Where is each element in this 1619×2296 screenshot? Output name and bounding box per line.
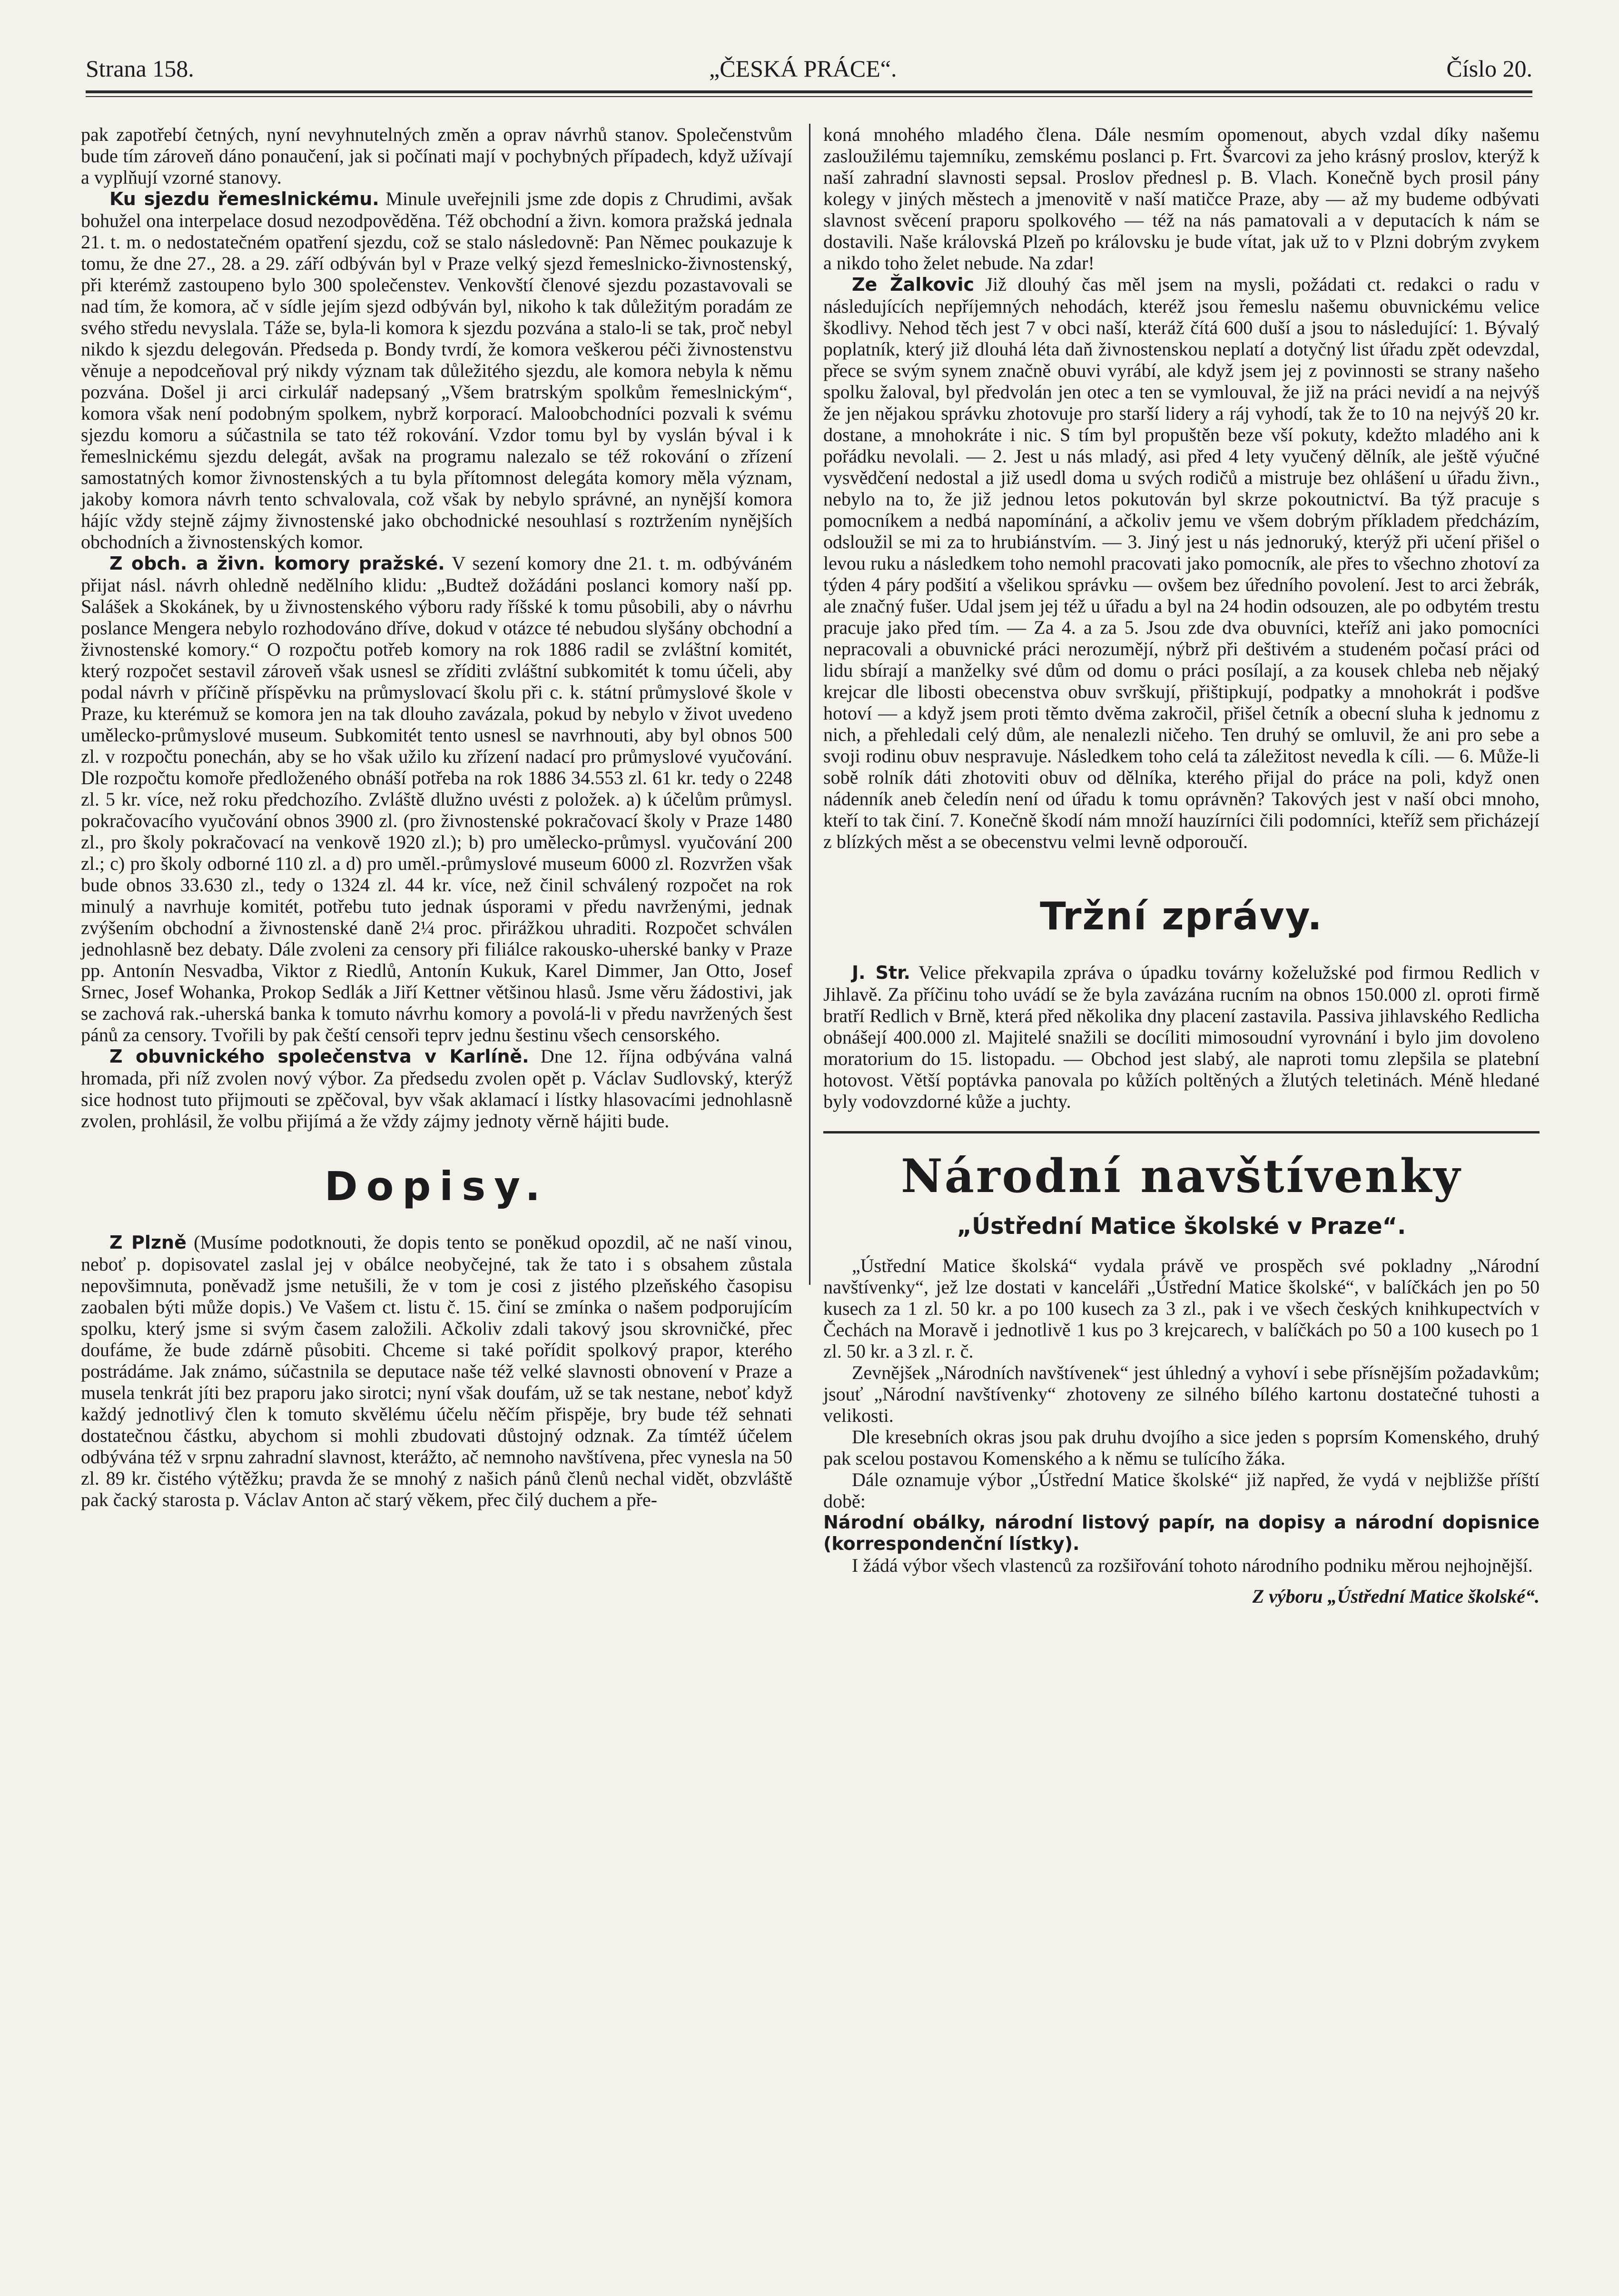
ad-title: Národní navštívenky [901,1149,1462,1203]
ad-paragraph: Zevnějšek „Národních navštívenek“ jest úhledný a vyhoví i sebe přísnějším požadavkům; jsouť „Národní navštívenky“ zhotoveny ze silného bílého kartonu dostatečné tuhosti a velikosti. [823,1362,1540,1426]
article-heading: Z obuvnického společenstva v Karlíně. [109,1046,529,1067]
article-heading: J. Str. [852,962,910,983]
article-heading: Ze Žalkovic [852,274,974,295]
ad-product-list: Národní obálky, národní listový papír, na dopisy a národní dopisnice (korrespondenční lístky). [823,1512,1540,1554]
page-number: Strana 158. [86,55,194,82]
header-rule-thin [86,96,1532,97]
ad-signature: Z výboru „Ústřední Matice školské“. [1252,1586,1540,1607]
header-rule-thick [86,90,1532,93]
article-heading: Z Plzně [109,1232,187,1253]
article-body: Minule uveřejnili jsme zde dopis z Chrudimi, avšak bohužel ona interpelace dosud nezodpověděna. Též obchodní a živn. komora pražská jednala 21. t. m. o nedostatečném opatření sjezdu, což se stalo následovně: Pan Němec poukazuje k tomu, že dne 27., 28. a 29. září odbýván byl v Praze velký sjezd řemeslnicko-živnostenský, při kterémž zastoupeno bylo 300 společenstev. Venkovští členové sjezdu pozastavovali se nad tím, že komora, ač v sídle jejím sjezd odbýván byl, nikoho k tak důležitým poradám ze svého středu nevyslala. Táže se, byla-li komora k sjezdu pozvána a stalo-li se tak, proč nebyl nikdo k sjezdu delegován. Předseda p. Bondy tvrdí, že komora veškerou péči živnostenstvu věnuje a nepodceňoval prý nikdy význam tak důležitého sjezdu, ale komora nebyla k němu pozvána. Došel ji arci cirkulář nadepsaný „Všem bratrským spolkům řemeslnickým“, komora však není podobným spolkem, nybrž korporací. Maloobchodníci pozvali k svému sjezdu komoru a súčastnila se tato též rokování. Vzdor tomu byl by vyslán býval i k řemeslnickému sjezdu delegát, avšak na programu nalezalo se též rokování o zřízení samostatných komor živnostenských a tu byla přítomnost delegáta komory měla význam, jakoby komora návrh tento schvalovala, což však by nebylo správné, an nynější komora hájíc vždy stejně zájmy živnostenské jako obchodnické nesouhlasí s roztržením nynějších obchodních a živnostenských komor. [81,188,792,552]
article-shoemakers-karlin [81,1045,792,1132]
article-market-report [823,962,1540,1112]
article-body: (Musíme podotknouti, že dopis tento se poněkud opozdil, ač ne naší vinou, neboť p. dopisovatel zaslal jej v obálce neobyčejné, tak že tato i s obsahem zůstala nepovšimnuta, poněvadž jsme netušili, že v tom je cosi z jistého plzeňského časopisu zaobalen býti může dopis.) Ve Vašem ct. listu č. 15. činí se zmínka o našem podporujícím spolku, který jsme si svým časem založili. Ačkoliv zdali takový jsou skrovničké, přec doufáme, že bude zdárně působiti. Chceme si také pořídit spolkový prapor, kterého postrádáme. Jak známo, súčastnila se deputace naše též velké slavnosti obnovení v Praze a musela tenkrát jíti bez praporu jako sirotci; nyní však doufám, už se tak nestane, neboť když každý jednotlivý člen k tomuto skvělému účelu něčím přispěje, bry bude též sehnati dostatečnou částku, abychom si mohli zbudovati důstojný odznak. Za tímtéž účelem odbývána též v srpnu zahradní slavnost, kterážto, ač nemnoho navštívena, přec vynesla na 50 zl. 89 kr. čistého výtěžku; pravda že se mnohý z našich pánů členů nechal vidět, obzvláště pak čacký starosta p. Václav Anton ač starý věkem, přec čilý duchem a pře- [81,1232,792,1510]
article-heading: Z obch. a živn. komory pražské. [109,553,445,574]
page-header [86,50,1532,88]
article-body: V sezení komory dne 21. t. m. odbýváném přijat násl. návrh ohledně nedělního klidu: „Budtež dožádáni poslanci komory naší pp. Salášek a Skokánek, by u živnostenského výboru rady říšské k tomu působili, aby o návrhu poslance Mengera nebylo rozhodováno dříve, dokud v otázce té nebudou slyšány obchodní a živnostenské komory.“ O rozpočtu potřeb komory na rok 1886 radil se zvláštní komitét, který rozpočet sestavil zároveň však usnesl se zříditi zvláštní subkomitét k tomu účeli, aby podal návrh v příčině příspěvku na průmyslovací školu při c. k. státní průmyslové škole v Praze, ku kterémuž se komora jen na tak dlouho zavázala, pokud by nebylo v život uvedeno umělecko-průmyslové museum. Subkomitét tento usnesl se navrhnouti, aby byl obnos 500 zl. v rozpočtu ponechán, aby se ho však užilo ku zřízení nadací pro průmyslové vyučování. Dle rozpočtu komoře předloženého obnáší potřeba na rok 1886 34.553 zl. 61 kr. tedy o 2248 zl. 5 kr. více, než roku předchozího. Zvláště dlužno uvésti z položek. a) k účelům průmysl. pokračovacího vyučování obnos 3900 zl. (pro živnostenské pokračovací školy v Praze 1480 zl., pro školy pokračovací na venkově 1920 zl.); b) pro umělecko-průmysl. vyučování 200 zl.; c) pro školy odborné 110 zl. a d) pro uměl.-průmyslové museum 6000 zl. Rozvržen však bude obnos 33.630 zl., tedy o 1324 zl. 44 kr. více, než činil schválený rozpočet na rok minulý a navrhuje komitét, potřebu tuto jednak úsporami v předu navrženými, jednak zvýšením obchodní a živnostenské daně 2¼ proc. přirážkou uhraditi. Rozpočet schválen jednohlasně bez debaty. Dále zvoleni za censory při filiálce rakousko-uherské banky v Praze pp. Antonín Nesvadba, Viktor z Riedlů, Antonín Kukuk, Karel Dimmer, Jan Otto, Josef Srnec, Josef Wohanka, Prokop Sedlák a Jiří Kettner většinou hlasů. Jsme věru žádostivi, jak se zachová rak.-uherská banka k tomuto návrhu komory a povolá-li v předu navržených šest pánů za censory. Tvořili by pak čeští censoři teprv jednu šestinu všech censorského. [81,552,793,1045]
ad-paragraph: Dále oznamuje výbor „Ústřední Matice školské“ již napřed, že vydá v nejbližše příští době: [823,1469,1540,1512]
article-chamber-prague [81,552,792,1045]
ad-subtitle: „Ústřední Matice školské v Praze“. [957,1213,1406,1240]
ad-paragraph: I žádá výbor všech vlastenců za rozšiřování tohoto národního podniku měrou nejhojnější. [852,1555,1533,1576]
column-divider [809,124,810,1285]
left-column [81,124,792,1510]
article-body: Velice překvapila zpráva o úpadku továrny koželužské pod firmou Redlich v Jihlavě. Za příčinu toho uvádí se že byla zavázána rucním na obnos 150.000 zl. oproti firmě bratří Redlich v Brně, která před několika dny placení zastavila. Passiva jihlavského Redlicha obnášejí 400.000 zl. Majitelé snažili se docíliti mimosoudní vyrovnání i bylo jim dovoleno moratorium do 15. listopadu. — Obchod jest slabý, ale naproti tomu zlepšila se platební hotovost. Větší poptávka panovala po kůžích poltěných a žlutých teletinách. Méně hledané byly vodovzdorné kůže a juchty. [823,962,1540,1112]
article-zalkovice [823,274,1540,852]
section-title-market: Tržní zprávy. [1040,894,1323,938]
newspaper-title: „ČESKÁ PRÁCE“. [709,55,897,82]
article-body: Již dlouhý čas měl jsem na mysli, požádati ct. redakci o radu v následujících nepříjemných nehodách, kteréž jsou řemeslu našemu obuvnickému velice škodlivy. Nehod těch jest 7 v obci naší, kteráž čítá 600 duší a jsou to následující: 1. Bývalý poplatník, který již dlouhá léta daň živnostenskou neplatí a dotyčný list úřadu zpět odevzdal, přece se svým synem značně obuvi vyrábí, ale když jsem jej z povinnosti se strany našeho spolku žaloval, byl předvolán jen otec a ten se vymlouval, že již na práci nevidí a na nejvýš že jen nějakou správku zhotovuje pro starší lidery a ráj vyhodí, tak že to 10 na nejvýš 20 kr. dostane, a mnohokráte i nic. S tím byl propuštěn beze vší pokuty, kdežto mladého ani k pořádku nevolali. — 2. Jest u nás mladý, asi před 4 lety vyučený dělník, ale ještě výučné vysvědčení nedostal a již usedl doma u svých rodičů a mistruje bez ohlášení u úřadu živn., nebylo na to, že již jednou letos pokutován byl skrze pokoutnictví. Ba týž pracuje s pomocníkem a nedbá napomínání, a ačkoliv jemu ve všem dobrým příkladem předcházím, odsloužil se mi za to hrubiánstvím. — 3. Jiný jest u nás jednoruký, kterýž při učení přišel o levou ruku a následkem toho nemohl pracovati jako pomocník, ale přes to všechno zhotoví za týden 4 páry podšití a všelikou správku — ovšem bez úředního povolení. Jest to arci žebrák, ale značný fušer. Udal jsem jej též u úřadu a byl na 24 hodin odsouzen, ale po odbytém trestu pracuje jako před tím. — Za 4. a za 5. Jsou zde dva obuvníci, kteříž ani jako pomocníci nepracovali a obuvnické práci nerozumějí, nýbrž při deštivém a studeném počasí práci od lidu sbírají a manželky své dům od domu o práci posílají, a za kousek chleba neb nějaký krejcar dle libosti obecenstva obuv svrškují, přištipkují, podpatky a mnohokrát i podšve hotoví — a když jsem proti těmto dvěma zakročil, přišel četník a obecní sluha k jednomu z nich, a přehledali celý dům, ale nenalezli ničeho. Ten druhý se omluvil, že ani pro sebe a svoji rodinu obuv nespravuje. Následkem toho celá ta záležitost nevedla k cíli. — 6. Může-li sobě rolník dáti zhotoviti obuv od dělníka, kterého přijal do práce na poli, když onen nádenník aneb čeledín není od úřadu k tomu oprávněn? Takových jest v naší obci mnoho, kteří to tak činí. 7. Konečně škodí nám množí hauzírníci čili podomníci, kteříž sem přicházejí z blízkých měst a se obecenstvu velmi levně odporoučí. [823,274,1540,852]
ad-paragraph: „Ústřední Matice školská“ vydala právě ve prospěch své pokladny „Národní navštívenky“, jež lze dostati v kanceláři „Ústřední Matice školské“, v balíčkách jen po 50 kusech za 1 zl. 50 kr. a po 100 kusech za 3 zl., pak i ve všech českých knihkupectvích v Čechách na Moravě i jednotlivě 1 kus po 3 krejcarech, v balíčkách po 50 a 100 kusech po 1 zl. 50 kr. a 3 zl. r. č. [823,1255,1540,1362]
section-title-letters: Dopisy. [324,1163,549,1210]
article-body: Dne 12. října odbývána valná hromada, při níž zvolen nový výbor. Za předsedu zvolen opět p. Václav Sudlovský, kterýž sice hodnost tuto přijmouti se zpěčoval, byv však aklamací i lístky hlasovacími jednohlasně zvolen, prohlásil, že volbu přijímá a že vždy zájmy jednoty věrně hájiti bude. [81,1045,792,1132]
advertisement [823,1131,1540,1607]
left-paragraph-1: pak zapotřebí četných, nyní nevyhnutelných změn a oprav návrhů stanov. Společenstvům bude tím zároveň dáno ponaučení, jak si počínati mají v pochybných případech, když užívají a vyplňují vzorné stanovy. [81,124,792,188]
issue-number: Číslo 20. [1446,55,1532,82]
article-heading: Ku sjezdu řemeslnickému. [109,188,379,209]
right-column [823,124,1540,1607]
right-paragraph-1: koná mnohého mladého člena. Dále nesmím opomenout, abych vzdal díky našemu zasloužilému tajemníku, zemskému poslanci p. Frt. Švarcovi za jeho krásný proslov, kterýž k naší zahradní slavnosti sepsal. Proslov přednesl p. B. Vlach. Konečně bych prosil pány kolegy v jiných městech a jmenovitě v naší matičce Praze, aby — až my budeme odbývati slavnost svěcení praporu spolkového — též na nás pamatovali a v deputacích k nám se dostavili. Naše královská Plzeň po královsku je bude vítat, jak už to v Plzni dobrým zvykem a nikdo toho želet nebude. Na zdar! [823,124,1540,274]
article-craftsmen-congress [81,188,792,552]
ad-paragraph: Dle kresebních okras jsou pak druhu dvojího a sice jeden s poprsím Komenského, druhý pak scelou postavou Komenského a k němu se tulícího žáka. [823,1426,1540,1469]
article-plzen [81,1232,792,1510]
